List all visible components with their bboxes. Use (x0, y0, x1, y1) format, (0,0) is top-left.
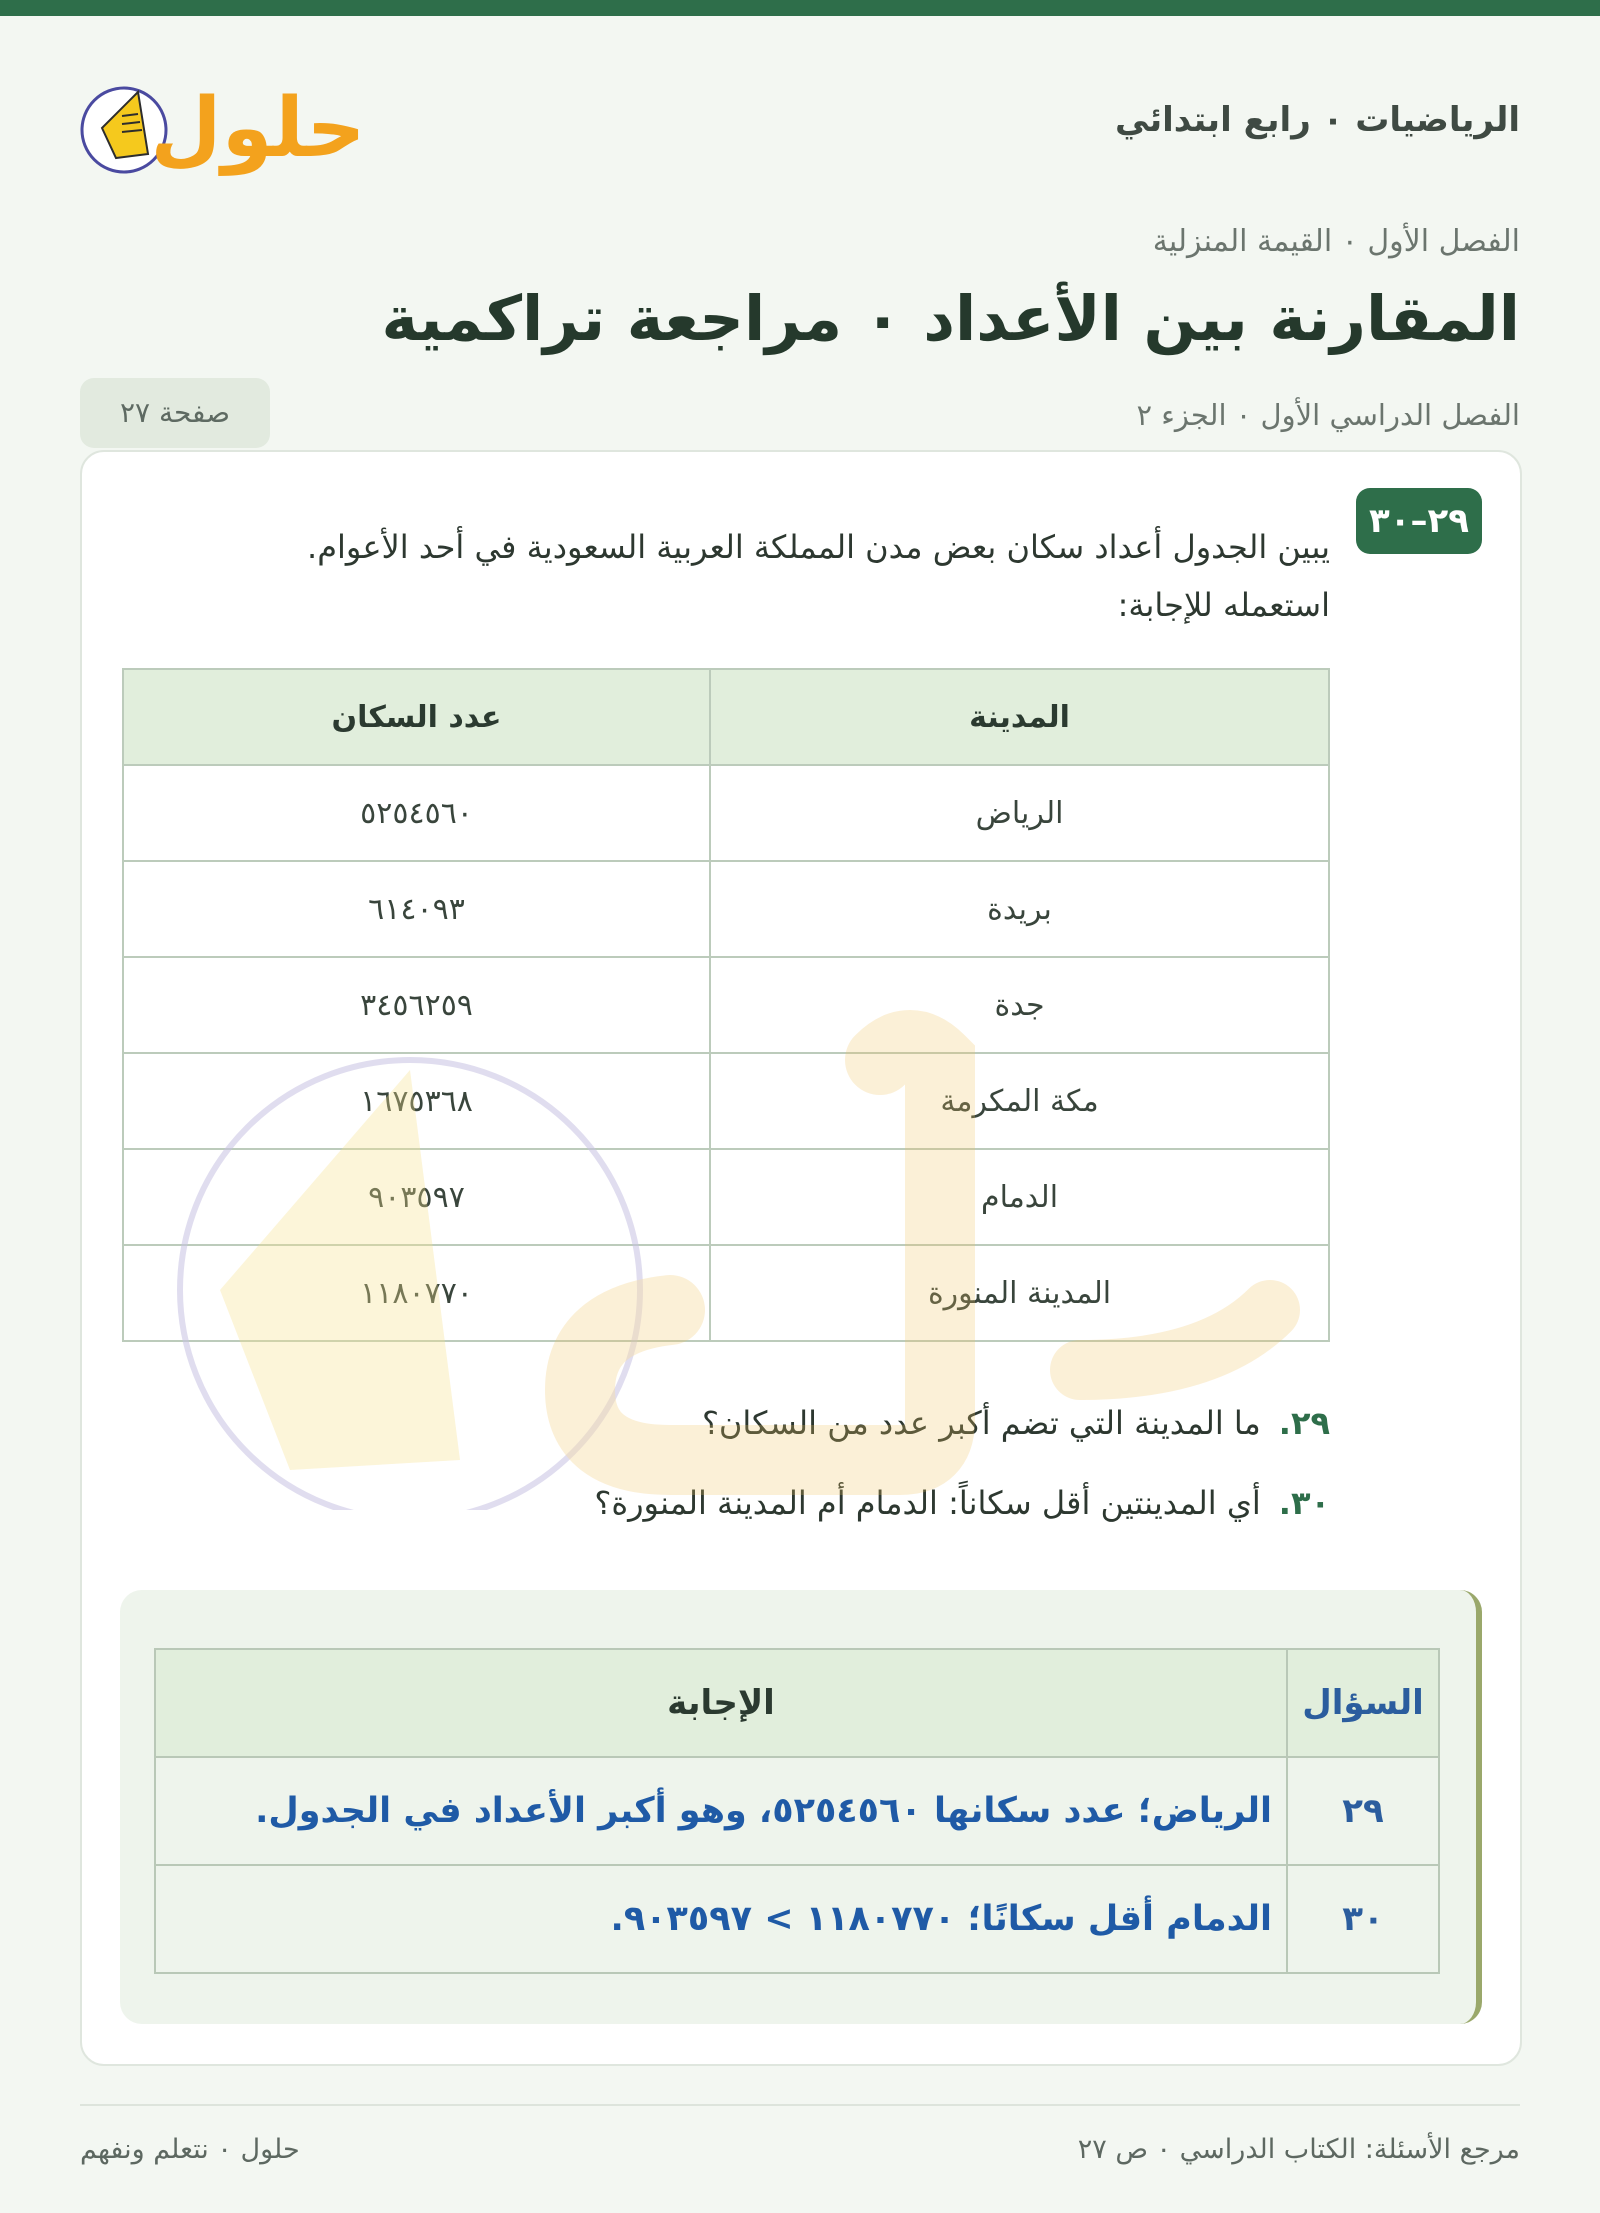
chapter-label: الفصل الأول ٠ القيمة المنزلية (1152, 224, 1520, 259)
intro-line-1: يبين الجدول أعداد سكان بعض مدن المملكة العربية السعودية في أحد الأعوام. (307, 528, 1330, 566)
city-cell: مكة المكرمة (710, 1053, 1329, 1149)
column-header-answer: الإجابة (155, 1649, 1287, 1757)
subject-grade: الرياضيات ٠ رابع ابتدائي (1114, 100, 1520, 140)
page-title: المقارنة بين الأعداد ٠ مراجعة تراكمية (381, 282, 1520, 355)
hulul-logo (80, 62, 370, 182)
question-number: ٣٠. (1278, 1484, 1330, 1522)
svg-text:حلول: حلول (150, 81, 366, 176)
question-text: أي المدينتين أقل سكاناً: الدمام أم المدينة المنورة؟ (594, 1484, 1261, 1522)
city-cell: الرياض (710, 765, 1329, 861)
question-text: ما المدينة التي تضم أكبر عدد من السكان؟ (701, 1404, 1261, 1442)
question-card (80, 450, 1522, 2066)
question-29 (170, 1392, 1330, 1472)
answer-text: الدمام أقل سكانًا؛ ١١٨٠٧٧٠ > ٩٠٣٥٩٧. (155, 1865, 1287, 1973)
city-cell: بريدة (710, 861, 1329, 957)
footer-divider (80, 2104, 1520, 2106)
city-cell: المدينة المنورة (710, 1245, 1329, 1341)
footer-tagline: حلول ٠ نتعلم ونفهم (80, 2134, 300, 2165)
city-cell: الدمام (710, 1149, 1329, 1245)
population-cell: ١١٨٠٧٧٠ (123, 1245, 710, 1341)
top-accent-bar (0, 0, 1600, 16)
answer-text: الرياض؛ عدد سكانها ٥٢٥٤٥٦٠، وهو أكبر الأعداد في الجدول. (155, 1757, 1287, 1865)
column-header-population: عدد السكان (123, 669, 710, 765)
intro-line-2: استعمله للإجابة: (1117, 586, 1330, 624)
answer-row (155, 1757, 1439, 1865)
table-row (123, 765, 1329, 861)
question-30 (170, 1472, 1330, 1552)
population-cell: ٣٤٥٦٢٥٩ (123, 957, 710, 1053)
question-intro (200, 518, 1330, 634)
answer-table (154, 1648, 1440, 1974)
answer-header-row (155, 1649, 1439, 1757)
page-header (80, 62, 1520, 182)
table-header-row (123, 669, 1329, 765)
question-number: ٢٩. (1278, 1404, 1330, 1442)
answer-row (155, 1865, 1439, 1973)
semester-label: الفصل الدراسي الأول ٠ الجزء ٢ (1136, 398, 1520, 432)
population-cell: ٦١٤٠٩٣ (123, 861, 710, 957)
table-row (123, 1053, 1329, 1149)
table-row (123, 1245, 1329, 1341)
population-table (122, 668, 1330, 1342)
table-row (123, 861, 1329, 957)
population-cell: ١٦٧٥٣٦٨ (123, 1053, 710, 1149)
population-cell: ٥٢٥٤٥٦٠ (123, 765, 710, 861)
table-row (123, 957, 1329, 1053)
question-list (170, 1392, 1330, 1552)
page-number-badge: صفحة ٢٧ (80, 378, 270, 448)
table-row (123, 1149, 1329, 1245)
answer-box (120, 1590, 1482, 2024)
answer-question-number: ٣٠ (1287, 1865, 1439, 1973)
answer-question-number: ٢٩ (1287, 1757, 1439, 1865)
column-header-question: السؤال (1287, 1649, 1439, 1757)
city-cell: جدة (710, 957, 1329, 1053)
population-cell: ٩٠٣٥٩٧ (123, 1149, 710, 1245)
question-range-badge: ٢٩–٣٠ (1356, 488, 1482, 554)
footer-reference: مرجع الأسئلة: الكتاب الدراسي ٠ ص ٢٧ (1077, 2134, 1520, 2165)
column-header-city: المدينة (710, 669, 1329, 765)
